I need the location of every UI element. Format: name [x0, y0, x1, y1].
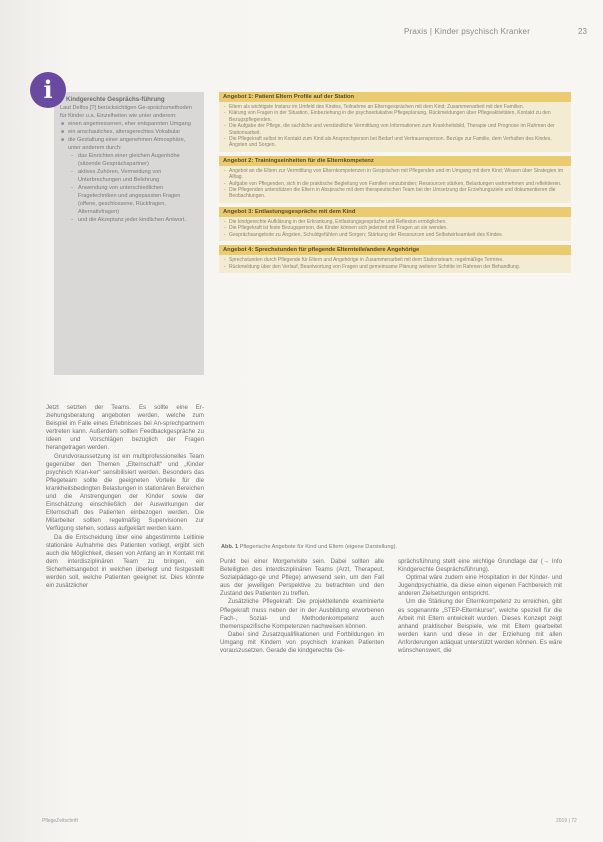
list-item: ■ ein anschauliches, altersgerechtes Vokabular [68, 128, 198, 136]
info-box-sublist [68, 152, 198, 224]
paragraph: Zusätzliche Pflegekraft: Die projektleitende examinierte Pflegekraft muss neben der in der Ausbildung erworbenen Fach-, Sozial- und Methodenkompetenz auch themenspezifische Kompetenzen nachweisen können. [220, 598, 384, 630]
offer-3-body [219, 217, 571, 241]
text-column-1 [46, 404, 204, 812]
list-subitem: - aktives Zuhören, Vermeidung von Unterbrechungen und Belehrung [78, 168, 198, 184]
offer-1-title: Angebot 1: Patient Eltern Profile auf der Station [219, 92, 571, 102]
paragraph: Punkt bei einer Morgenvisite sein. Dabei sollten alle Beteiligten des interdisziplinären Teams (Arzt, Therapeut, Sozialpädago-ge und Pflege) anwesend sein, um den Fall aus der jeweiligen Perspektive zu betrachten und den Zustand des Patienten zu treffen. [220, 558, 384, 598]
caption-text: Pflegerische Angebote für Kind und Eltern (eigene Darstellung). [239, 544, 397, 550]
list-item: - Sprechstunden durch Pflegende für Eltern und Angehörige in Zusammenarbeit mit dem Stationsteam; regelmäßige Termine. [229, 257, 567, 263]
info-box-title: Kindgerechte Gesprächs-führung [66, 96, 165, 103]
offer-4-body [219, 255, 571, 273]
list-subitem: - Anwendung von unterschiedlichen Fragetechniken und angepassten Fragen (offene, geschlossene, Rückfragen, Alternativfragen) [78, 184, 198, 216]
offer-1-body [219, 102, 571, 152]
text-column-2 [220, 558, 384, 812]
text-column-3 [398, 558, 562, 812]
info-box-list [60, 120, 198, 224]
list-item: - Aufgabe von Pflegenden, sich in die praktische Begleitung von Familien einzubinden; Ressourcen stärken, Belastungen wahrnehmen und reflektieren. [229, 181, 567, 187]
list-item: - Eltern als wichtigste Instanz im Umfeld des Kindes, Teilnahme an Elterngesprächen mit dem Kind; Zusammenarbeit mit den Familien. [229, 104, 567, 110]
list-item: - Rückmeldung über den Verlauf, Beantwortung von Fragen und gemeinsame Planung weiterer Schritte im Rahmen der Behandlung. [229, 264, 567, 270]
paragraph: Jetzt setzten der Teams. Es sollte eine Er-ziehungsberatung angeboten werden, welche zum Beispiel im Falle eines Erlebnisses bei An-sprechpartnern vertreten kann. Außerdem sollten Feedbackgespräche zu Ideen und Vorschlägen bezüglich der Fragen herangetragen werden. [46, 404, 204, 452]
info-icon: i [30, 72, 66, 108]
list-item: - Die Pflegenden unterstützen die Eltern in Absprache mit dem therapeutischen Team bei der Umsetzung der Erziehungsziele und dokumentieren die Beobachtungen. [229, 187, 567, 200]
offers-figure [219, 92, 571, 277]
list-item: - Die Aufgabe der Pflege, die sachliche und verständliche Vermittlung von Informationen zum Krankheitsbild, Therapie und Prognose im Rahmen der Stationsarbeit. [229, 123, 567, 136]
info-box-intro: Laut Delfos [?] berücksichtigen Ge-sprächsmethoden für Kinder u.a. Einzelheiten wie unter anderem: [60, 105, 192, 119]
paragraph: sprächsführung stellt eine wichtige Grundlage dar (→ Info Kindgerechte Gesprächsführung). [398, 558, 562, 574]
offer-3-title: Angebot 3: Entlastungsgespräche mit dem Kind [219, 207, 571, 217]
offer-2-body [219, 166, 571, 203]
footer-left: PflegeZeitschrift [42, 818, 78, 824]
list-item-text: die Gestaltung einer angenehmen Atmosphäre, unter anderem durch: [68, 137, 186, 151]
list-item: - Die Pflegekraft selbst im Kontakt zum Kind als Ansprechperson bei Bedarf und Vertrauensperson. Bezüge zur Familie, dem Verhalten des Kindes, Ängsten und Sorgen. [229, 136, 567, 149]
paragraph: Optimal wäre zudem eine Hospitation in der Kinder- und Jugendpsychiatrie, da diese einen eigenen Fachbereich mit anderen Zielsetzungen entspricht. [398, 574, 562, 598]
list-item: - Klärung von Fragen in der Situation, Einbeziehung in die psychoedukative Pflegeplanung, Rückmeldungen über Pflegeaktivitäten, Kontakt zu den Bezugspflegenden. [229, 110, 567, 123]
list-item: - Die Pflegekraft ist feste Bezugsperson, die Kinder können sich jederzeit mit Fragen an sie wenden. [229, 225, 567, 231]
offer-2-title: Angebot 2: Trainingseinheiten für die Elternkompetenz [219, 156, 571, 166]
paragraph: Da die Entscheidung über eine abgestimmte Leitlinie stationäre Aufnahme des Patienten vorliegt, ergibt sich auch die Möglichkeit, diesen von Anfang an in Kontakt mit dem interdisziplinären Team zu bringen, ein Sicherheitsangebot in welchen überlegt und festgestellt werden soll, welche Patienten geeignet ist. Dies könnte ein zusätzlicher [46, 533, 204, 590]
list-item [68, 136, 198, 224]
list-subitem: - das Einrichten einer gleichen Augenhöhe (sitzende Gesprächspartner) [78, 152, 198, 168]
paragraph: Grundvoraussetzung ist ein multiprofessionelles Team gegenüber den Themen „Elternschaft“ und „Kinder psychisch Kran-ker“ sensibilisiert werden. Besonders das Pflegeteam sollte die geeigneten Vorteile für die krankheitsbedingten Belastungen in stationären Bereichen und die Anstrengungen der Kinder sowie der Einschätzung einschließlich der Auswirkungen der Elternschaft des Patienten einbezogen werden. Die Mitarbeiter sollten regelmäßig Supervisionen zur Verfügung stehen, sodass aufgeklärt werden kann. [46, 452, 204, 533]
list-subitem: - und die Akzeptanz jeder kindlichen Antwort. [78, 216, 198, 224]
list-item: - Die kindgerechte Aufklärung in der Erkrankung, Entlastungsgespräche und Reflexion ermöglichen. [229, 219, 567, 225]
paragraph: Dabei sind Zusatzqualifikationen und Fortbildungen im Umgang mit Kindern von psychisch kranken Patienten vorauszusetzen. Gerade die kindgerechte Ge- [220, 630, 384, 655]
footer-right: 2019 | 72 [556, 818, 577, 824]
list-item: ■ einen angemessenen, eher entspannten Umgang [68, 120, 198, 128]
caption-label: Abb. 1 [221, 544, 239, 550]
page-number: 23 [578, 27, 587, 36]
info-box [54, 92, 204, 375]
list-item: - Gesprächsangebote zu Ängsten, Schuldgefühlen und Sorgen; Stärkung der Ressourcen und Selbstwirksamkeit des Kindes. [229, 232, 567, 238]
figure-caption [221, 544, 397, 550]
running-header: Praxis | Kinder psychisch Kranker [404, 27, 531, 36]
offer-4-title: Angebot 4: Sprechstunden für pflegende Elternteile/andere Angehörige [219, 245, 571, 255]
paragraph: Um die Stärkung der Elternkompetenz zu erreichen, gibt es sogenannte „STEP-Elternkurse“, welche speziell für die Arbeit mit Eltern entwickelt wurden. Dieses Konzept zeigt anhand praktischer Beispiele, wie mit Eltern gearbeitet werden kann und diese in der Erziehung mit allen Anforderungen adäquat unterstützt werden können. Es wäre wünschenswert, die [398, 598, 562, 655]
list-item: - Angebot an die Eltern zur Vermittlung von Elternkompetenzen in Gesprächen mit Pflegenden und im Umgang mit dem Kind; Wissen über Strategien im Alltag. [229, 168, 567, 181]
